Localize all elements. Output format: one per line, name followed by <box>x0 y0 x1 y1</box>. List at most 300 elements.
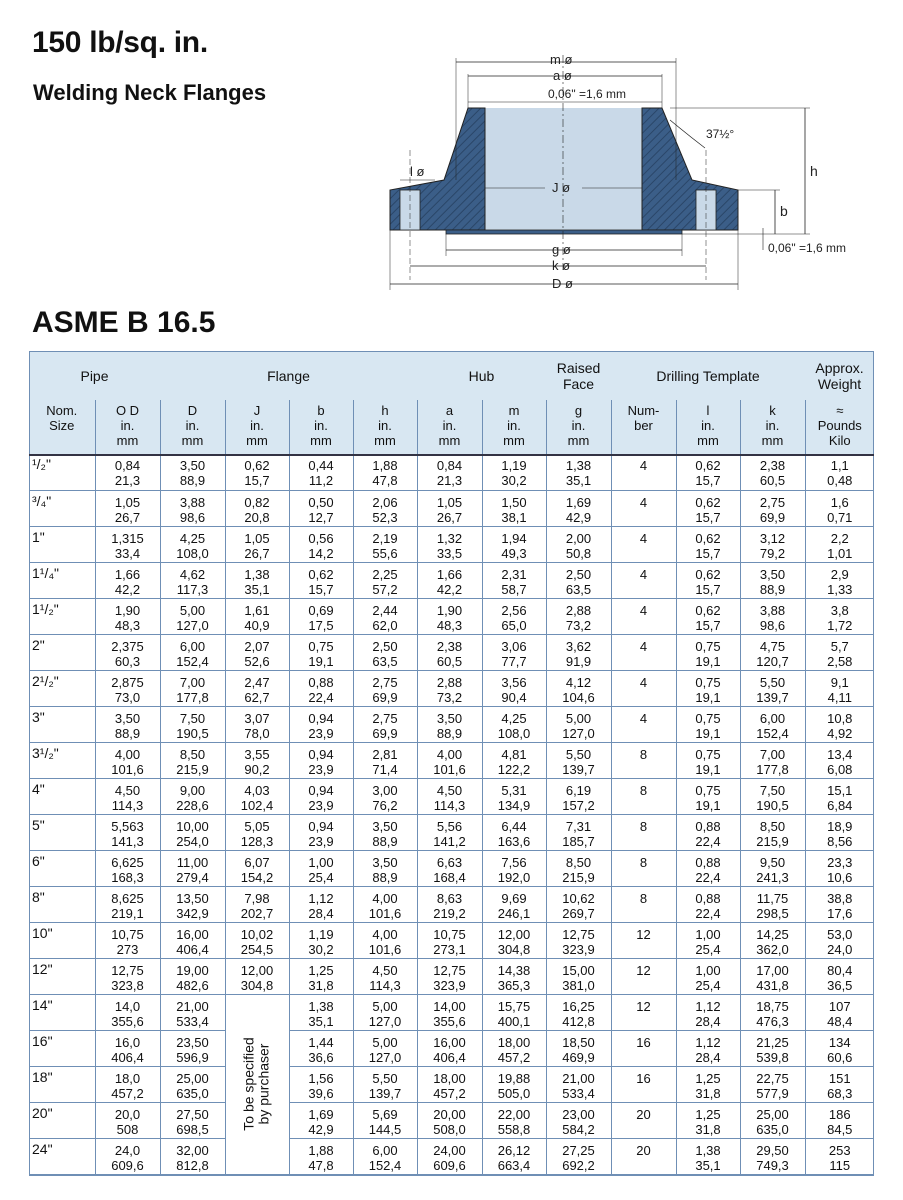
cell-a: 2,88 73,2 <box>417 670 482 706</box>
cell-n: 12 <box>611 994 676 1030</box>
flange-dimensions-table <box>29 352 874 1175</box>
cell-j-purchaser-note: To be specified by purchaser <box>225 994 289 1174</box>
cell-nominal-size: 3" <box>29 706 95 742</box>
cell-l: 1,12 28,4 <box>676 1030 740 1066</box>
cell-d: 8,50 215,9 <box>160 742 225 778</box>
cell-j: 5,05 128,3 <box>225 814 289 850</box>
cell-a: 1,90 48,3 <box>417 598 482 634</box>
cell-b: 0,69 17,5 <box>289 598 353 634</box>
cell-k: 29,50 749,3 <box>740 1138 805 1174</box>
cell-m: 15,75 400,1 <box>482 994 546 1030</box>
cell-a: 1,32 33,5 <box>417 526 482 562</box>
dim-l-label: l ø <box>410 164 425 179</box>
cell-j: 10,02 254,5 <box>225 922 289 958</box>
cell-m: 3,06 77,7 <box>482 634 546 670</box>
table-row <box>29 886 874 922</box>
group-pipe: Pipe <box>29 352 160 400</box>
raised-face <box>446 230 682 234</box>
cell-d: 19,00 482,6 <box>160 958 225 994</box>
table-row <box>29 1030 874 1066</box>
cell-k: 2,38 60,5 <box>740 454 805 490</box>
cell-j: 3,07 78,0 <box>225 706 289 742</box>
group-header-row <box>29 352 874 400</box>
standard-title: ASME B 16.5 <box>32 306 216 339</box>
cell-k: 18,75 476,3 <box>740 994 805 1030</box>
cell-n: 4 <box>611 454 676 490</box>
cell-d: 9,00 228,6 <box>160 778 225 814</box>
col-header-h: h in. mm <box>353 400 417 454</box>
cell-m: 2,56 65,0 <box>482 598 546 634</box>
cell-g: 12,75 323,9 <box>546 922 611 958</box>
group-flange: Flange <box>160 352 417 400</box>
cell-m: 18,00 457,2 <box>482 1030 546 1066</box>
cell-w: 5,7 2,58 <box>805 634 874 670</box>
cell-a: 14,00 355,6 <box>417 994 482 1030</box>
header-divider <box>29 454 874 456</box>
cell-od: 2,875 73,0 <box>95 670 160 706</box>
table-row <box>29 958 874 994</box>
cell-a: 20,00 508,0 <box>417 1102 482 1138</box>
cell-l: 0,88 22,4 <box>676 886 740 922</box>
cell-od: 8,625 219,1 <box>95 886 160 922</box>
cell-g: 27,25 692,2 <box>546 1138 611 1174</box>
cell-w: 1,6 0,71 <box>805 490 874 526</box>
cell-k: 25,00 635,0 <box>740 1102 805 1138</box>
cell-b: 1,56 39,6 <box>289 1066 353 1102</box>
group-drilling-template: Drilling Template <box>611 352 805 400</box>
cell-b: 0,94 23,9 <box>289 778 353 814</box>
cell-g: 23,00 584,2 <box>546 1102 611 1138</box>
dim-h-label: h <box>810 163 818 179</box>
cell-k: 21,25 539,8 <box>740 1030 805 1066</box>
cell-n: 16 <box>611 1066 676 1102</box>
cell-nominal-size: ³/₄" <box>29 490 95 526</box>
cell-b: 0,94 23,9 <box>289 706 353 742</box>
cell-j: 1,38 35,1 <box>225 562 289 598</box>
cell-g: 8,50 215,9 <box>546 850 611 886</box>
cell-d: 13,50 342,9 <box>160 886 225 922</box>
cell-l: 1,00 25,4 <box>676 958 740 994</box>
cell-h: 3,00 76,2 <box>353 778 417 814</box>
col-header-d: D in. mm <box>160 400 225 454</box>
cell-h: 2,25 57,2 <box>353 562 417 598</box>
cell-j: 1,05 26,7 <box>225 526 289 562</box>
col-header-nom-size: Nom. Size <box>29 400 95 454</box>
cell-h: 2,75 69,9 <box>353 670 417 706</box>
cell-d: 4,25 108,0 <box>160 526 225 562</box>
cell-l: 0,75 19,1 <box>676 778 740 814</box>
cell-od: 16,0 406,4 <box>95 1030 160 1066</box>
col-header-g: g in. mm <box>546 400 611 454</box>
cell-b: 1,00 25,4 <box>289 850 353 886</box>
table-row <box>29 850 874 886</box>
cell-a: 1,66 42,2 <box>417 562 482 598</box>
cell-h: 5,00 127,0 <box>353 1030 417 1066</box>
cell-m: 22,00 558,8 <box>482 1102 546 1138</box>
cell-h: 3,50 88,9 <box>353 814 417 850</box>
cell-h: 2,75 69,9 <box>353 706 417 742</box>
cell-m: 6,44 163,6 <box>482 814 546 850</box>
cell-k: 22,75 577,9 <box>740 1066 805 1102</box>
cell-n: 4 <box>611 634 676 670</box>
cell-a: 16,00 406,4 <box>417 1030 482 1066</box>
cell-l: 0,62 15,7 <box>676 490 740 526</box>
cell-g: 7,31 185,7 <box>546 814 611 850</box>
table-row <box>29 634 874 670</box>
cell-nominal-size: 3¹/₂" <box>29 742 95 778</box>
cell-nominal-size: ¹/₂" <box>29 454 95 490</box>
cell-w: 10,8 4,92 <box>805 706 874 742</box>
cell-nominal-size: 1¹/₄" <box>29 562 95 598</box>
cell-g: 1,69 42,9 <box>546 490 611 526</box>
cell-od: 12,75 323,8 <box>95 958 160 994</box>
cell-a: 1,05 26,7 <box>417 490 482 526</box>
cell-h: 6,00 152,4 <box>353 1138 417 1174</box>
dim-j-label: J ø <box>552 180 571 195</box>
column-header-row <box>29 400 874 454</box>
cell-d: 21,00 533,4 <box>160 994 225 1030</box>
bevel-angle-label: 37½° <box>706 127 735 141</box>
cell-a: 10,75 273,1 <box>417 922 482 958</box>
cell-l: 0,88 22,4 <box>676 814 740 850</box>
cell-od: 24,0 609,6 <box>95 1138 160 1174</box>
cell-w: 186 84,5 <box>805 1102 874 1138</box>
cell-m: 26,12 663,4 <box>482 1138 546 1174</box>
cell-l: 0,62 15,7 <box>676 562 740 598</box>
cell-a: 8,63 219,2 <box>417 886 482 922</box>
cell-w: 3,8 1,72 <box>805 598 874 634</box>
cell-k: 7,00 177,8 <box>740 742 805 778</box>
cell-w: 107 48,4 <box>805 994 874 1030</box>
cell-w: 15,1 6,84 <box>805 778 874 814</box>
table-row <box>29 670 874 706</box>
bore-area <box>485 108 642 230</box>
cell-n: 8 <box>611 778 676 814</box>
cell-od: 1,90 48,3 <box>95 598 160 634</box>
cell-g: 1,38 35,1 <box>546 454 611 490</box>
cell-h: 2,50 63,5 <box>353 634 417 670</box>
cell-n: 12 <box>611 958 676 994</box>
cell-h: 5,00 127,0 <box>353 994 417 1030</box>
cell-j: 2,07 52,6 <box>225 634 289 670</box>
cell-g: 15,00 381,0 <box>546 958 611 994</box>
cell-l: 1,12 28,4 <box>676 994 740 1030</box>
table-row <box>29 1102 874 1138</box>
cell-nominal-size: 2" <box>29 634 95 670</box>
cell-m: 12,00 304,8 <box>482 922 546 958</box>
cell-w: 2,2 1,01 <box>805 526 874 562</box>
cell-m: 2,31 58,7 <box>482 562 546 598</box>
table-row <box>29 490 874 526</box>
cell-b: 1,88 47,8 <box>289 1138 353 1174</box>
cell-nominal-size: 1" <box>29 526 95 562</box>
table-row <box>29 778 874 814</box>
cell-m: 4,25 108,0 <box>482 706 546 742</box>
cell-w: 80,4 36,5 <box>805 958 874 994</box>
cell-l: 0,62 15,7 <box>676 526 740 562</box>
cell-j: 4,03 102,4 <box>225 778 289 814</box>
cell-k: 9,50 241,3 <box>740 850 805 886</box>
cell-k: 7,50 190,5 <box>740 778 805 814</box>
table-row <box>29 706 874 742</box>
cell-k: 2,75 69,9 <box>740 490 805 526</box>
cell-d: 3,88 98,6 <box>160 490 225 526</box>
cell-d: 3,50 88,9 <box>160 454 225 490</box>
cell-a: 4,00 101,6 <box>417 742 482 778</box>
cell-g: 4,12 104,6 <box>546 670 611 706</box>
cell-w: 134 60,6 <box>805 1030 874 1066</box>
cell-od: 1,66 42,2 <box>95 562 160 598</box>
cell-od: 1,315 33,4 <box>95 526 160 562</box>
cell-n: 8 <box>611 814 676 850</box>
cell-h: 3,50 88,9 <box>353 850 417 886</box>
cell-a: 6,63 168,4 <box>417 850 482 886</box>
cell-j: 6,07 154,2 <box>225 850 289 886</box>
cell-n: 12 <box>611 922 676 958</box>
cell-j: 12,00 304,8 <box>225 958 289 994</box>
col-header-b: b in. mm <box>289 400 353 454</box>
cell-nominal-size: 5" <box>29 814 95 850</box>
cell-h: 4,50 114,3 <box>353 958 417 994</box>
table-row <box>29 994 874 1030</box>
cell-od: 18,0 457,2 <box>95 1066 160 1102</box>
col-header-a: a in. mm <box>417 400 482 454</box>
cell-b: 0,50 12,7 <box>289 490 353 526</box>
cell-n: 4 <box>611 490 676 526</box>
cell-od: 5,563 141,3 <box>95 814 160 850</box>
cell-h: 5,69 144,5 <box>353 1102 417 1138</box>
cell-l: 0,75 19,1 <box>676 742 740 778</box>
cell-nominal-size: 1¹/₂" <box>29 598 95 634</box>
cell-w: 2,9 1,33 <box>805 562 874 598</box>
cell-h: 4,00 101,6 <box>353 886 417 922</box>
cell-a: 2,38 60,5 <box>417 634 482 670</box>
cell-n: 8 <box>611 742 676 778</box>
cell-b: 0,94 23,9 <box>289 814 353 850</box>
cell-l: 0,75 19,1 <box>676 670 740 706</box>
table-row <box>29 454 874 490</box>
cell-n: 4 <box>611 598 676 634</box>
cell-nominal-size: 16" <box>29 1030 95 1066</box>
cell-h: 2,81 71,4 <box>353 742 417 778</box>
cell-d: 23,50 596,9 <box>160 1030 225 1066</box>
cell-d: 7,50 190,5 <box>160 706 225 742</box>
cell-d: 32,00 812,8 <box>160 1138 225 1174</box>
cell-od: 4,50 114,3 <box>95 778 160 814</box>
table-row <box>29 526 874 562</box>
dim-m-label: m ø <box>550 52 573 67</box>
cell-g: 2,00 50,8 <box>546 526 611 562</box>
cell-n: 8 <box>611 886 676 922</box>
cell-m: 3,56 90,4 <box>482 670 546 706</box>
cell-nominal-size: 8" <box>29 886 95 922</box>
group-raised-face: Raised Face <box>546 352 611 400</box>
cell-w: 13,4 6,08 <box>805 742 874 778</box>
cell-b: 0,94 23,9 <box>289 742 353 778</box>
cell-a: 5,56 141,2 <box>417 814 482 850</box>
cell-b: 0,56 14,2 <box>289 526 353 562</box>
cell-m: 14,38 365,3 <box>482 958 546 994</box>
cell-b: 1,25 31,8 <box>289 958 353 994</box>
table-row <box>29 1138 874 1174</box>
cell-g: 5,00 127,0 <box>546 706 611 742</box>
cell-d: 4,62 117,3 <box>160 562 225 598</box>
cell-od: 20,0 508 <box>95 1102 160 1138</box>
cell-j: 0,82 20,8 <box>225 490 289 526</box>
dim-d-label: D ø <box>552 276 573 291</box>
cell-k: 5,50 139,7 <box>740 670 805 706</box>
cell-b: 1,44 36,6 <box>289 1030 353 1066</box>
cell-n: 8 <box>611 850 676 886</box>
cell-g: 10,62 269,7 <box>546 886 611 922</box>
cell-d: 10,00 254,0 <box>160 814 225 850</box>
cell-g: 16,25 412,8 <box>546 994 611 1030</box>
cell-od: 6,625 168,3 <box>95 850 160 886</box>
cell-w: 151 68,3 <box>805 1066 874 1102</box>
cell-d: 5,00 127,0 <box>160 598 225 634</box>
cell-l: 0,75 19,1 <box>676 634 740 670</box>
cell-j: 3,55 90,2 <box>225 742 289 778</box>
flange-cross-section-diagram <box>370 40 890 300</box>
cell-j: 1,61 40,9 <box>225 598 289 634</box>
cell-b: 0,88 22,4 <box>289 670 353 706</box>
cell-d: 25,00 635,0 <box>160 1066 225 1102</box>
cell-g: 2,88 73,2 <box>546 598 611 634</box>
cell-d: 11,00 279,4 <box>160 850 225 886</box>
cell-od: 3,50 88,9 <box>95 706 160 742</box>
cell-w: 9,1 4,11 <box>805 670 874 706</box>
cell-l: 0,62 15,7 <box>676 454 740 490</box>
cell-n: 4 <box>611 562 676 598</box>
cell-od: 1,05 26,7 <box>95 490 160 526</box>
cell-k: 3,88 98,6 <box>740 598 805 634</box>
cell-od: 0,84 21,3 <box>95 454 160 490</box>
cell-l: 1,25 31,8 <box>676 1102 740 1138</box>
cell-h: 2,44 62,0 <box>353 598 417 634</box>
cell-l: 0,62 15,7 <box>676 598 740 634</box>
cell-w: 18,9 8,56 <box>805 814 874 850</box>
cell-g: 18,50 469,9 <box>546 1030 611 1066</box>
cell-b: 1,38 35,1 <box>289 994 353 1030</box>
cell-j: 7,98 202,7 <box>225 886 289 922</box>
cell-nominal-size: 6" <box>29 850 95 886</box>
cell-od: 4,00 101,6 <box>95 742 160 778</box>
cell-nominal-size: 18" <box>29 1066 95 1102</box>
cell-n: 16 <box>611 1030 676 1066</box>
cell-nominal-size: 14" <box>29 994 95 1030</box>
group-hub: Hub <box>417 352 546 400</box>
cell-nominal-size: 10" <box>29 922 95 958</box>
col-header-k: k in. mm <box>740 400 805 454</box>
cell-m: 7,56 192,0 <box>482 850 546 886</box>
cell-nominal-size: 24" <box>29 1138 95 1174</box>
cell-b: 0,62 15,7 <box>289 562 353 598</box>
cell-b: 0,44 11,2 <box>289 454 353 490</box>
cell-m: 1,50 38,1 <box>482 490 546 526</box>
cell-m: 19,88 505,0 <box>482 1066 546 1102</box>
cell-k: 3,12 79,2 <box>740 526 805 562</box>
table-row <box>29 598 874 634</box>
dim-g-label: g ø <box>552 242 571 257</box>
cell-k: 11,75 298,5 <box>740 886 805 922</box>
cell-k: 17,00 431,8 <box>740 958 805 994</box>
pressure-class-title: 150 lb/sq. in. <box>32 26 208 59</box>
cell-a: 18,00 457,2 <box>417 1066 482 1102</box>
cell-h: 2,19 55,6 <box>353 526 417 562</box>
group-weight: Approx. Weight <box>805 352 874 400</box>
dim-a-label: a ø <box>553 68 572 83</box>
table-row <box>29 742 874 778</box>
cell-n: 20 <box>611 1102 676 1138</box>
cell-nominal-size: 20" <box>29 1102 95 1138</box>
cell-k: 6,00 152,4 <box>740 706 805 742</box>
cell-od: 2,375 60,3 <box>95 634 160 670</box>
cell-m: 1,94 49,3 <box>482 526 546 562</box>
cell-b: 1,69 42,9 <box>289 1102 353 1138</box>
cell-b: 1,12 28,4 <box>289 886 353 922</box>
cell-a: 24,00 609,6 <box>417 1138 482 1174</box>
cell-l: 0,88 22,4 <box>676 850 740 886</box>
cell-w: 53,0 24,0 <box>805 922 874 958</box>
cell-k: 4,75 120,7 <box>740 634 805 670</box>
cell-a: 4,50 114,3 <box>417 778 482 814</box>
cell-n: 4 <box>611 706 676 742</box>
cell-h: 5,50 139,7 <box>353 1066 417 1102</box>
cell-l: 0,75 19,1 <box>676 706 740 742</box>
product-title: Welding Neck Flanges <box>33 80 267 105</box>
cell-l: 1,38 35,1 <box>676 1138 740 1174</box>
cell-od: 10,75 273 <box>95 922 160 958</box>
cell-od: 14,0 355,6 <box>95 994 160 1030</box>
table-row <box>29 1066 874 1102</box>
cell-a: 3,50 88,9 <box>417 706 482 742</box>
cell-b: 0,75 19,1 <box>289 634 353 670</box>
cell-h: 2,06 52,3 <box>353 490 417 526</box>
cell-k: 3,50 88,9 <box>740 562 805 598</box>
col-header-m: m in. mm <box>482 400 546 454</box>
raised-face-height-label: 0,06" =1,6 mm <box>768 241 846 255</box>
col-header-od: O D in. mm <box>95 400 160 454</box>
table-row <box>29 922 874 958</box>
cell-g: 6,19 157,2 <box>546 778 611 814</box>
cell-m: 9,69 246,1 <box>482 886 546 922</box>
cell-a: 0,84 21,3 <box>417 454 482 490</box>
cell-w: 253 115 <box>805 1138 874 1174</box>
cell-h: 1,88 47,8 <box>353 454 417 490</box>
cell-w: 1,1 0,48 <box>805 454 874 490</box>
col-header-l: l in. mm <box>676 400 740 454</box>
cell-g: 21,00 533,4 <box>546 1066 611 1102</box>
table-row <box>29 562 874 598</box>
cell-n: 4 <box>611 526 676 562</box>
cell-g: 5,50 139,7 <box>546 742 611 778</box>
cell-l: 1,25 31,8 <box>676 1066 740 1102</box>
cell-k: 14,25 362,0 <box>740 922 805 958</box>
cell-nominal-size: 2¹/₂" <box>29 670 95 706</box>
cell-m: 1,19 30,2 <box>482 454 546 490</box>
cell-a: 12,75 323,9 <box>417 958 482 994</box>
col-header-number: Num- ber <box>611 400 676 454</box>
cell-n: 20 <box>611 1138 676 1174</box>
cell-h: 4,00 101,6 <box>353 922 417 958</box>
cell-d: 6,00 152,4 <box>160 634 225 670</box>
cell-l: 1,00 25,4 <box>676 922 740 958</box>
edge-chamfer-label: 0,06" =1,6 mm <box>548 87 626 101</box>
cell-b: 1,19 30,2 <box>289 922 353 958</box>
cell-j: 0,62 15,7 <box>225 454 289 490</box>
cell-m: 5,31 134,9 <box>482 778 546 814</box>
dim-b-label: b <box>780 203 788 219</box>
